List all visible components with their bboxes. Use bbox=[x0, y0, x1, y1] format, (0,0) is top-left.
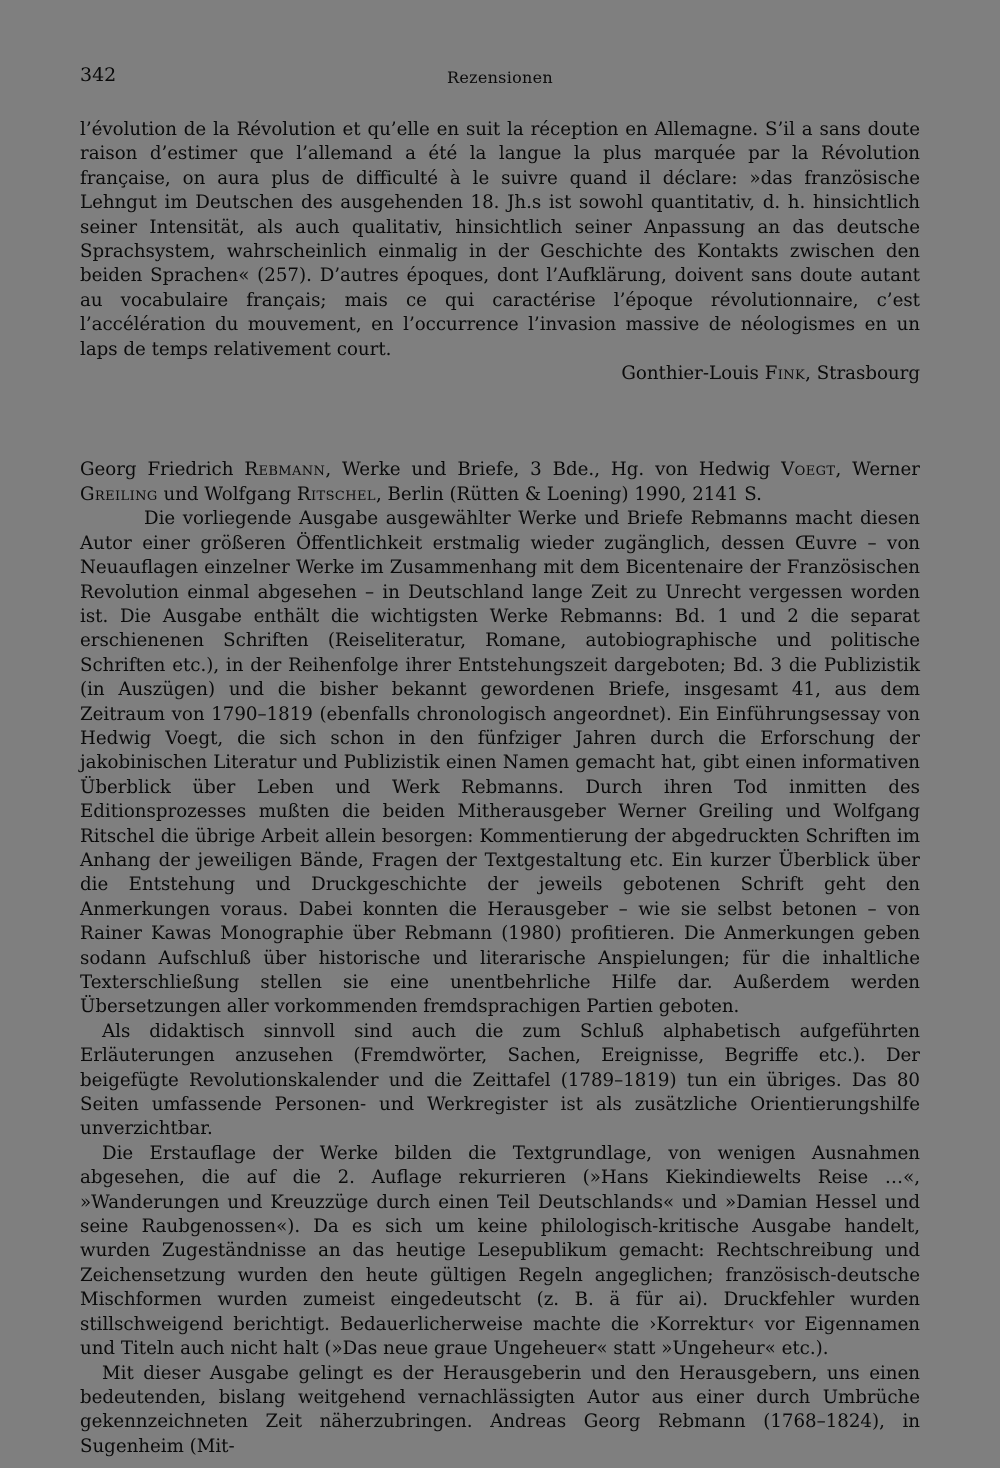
author-first-name: Georg Friedrich bbox=[80, 459, 234, 481]
review-1-paragraph: l’évolution de la Révolution et qu’elle en suit la réception en Allemagne. S’il a sans doute raison d’estimer que l’allemand a été la langue la plus marquée par la Révolution française, on aura plus de difficulté à le suivre quand il déclare: »das französische Lehngut im Deutschen des ausgehenden 18. Jh.s ist sowohl quantitativ, d. h. hinsichtlich seiner Intensität, als auch qualitativ, hinsichtlich seiner Anpassung an das deutsche Sprachsystem, wahrscheinlich einmalig in der Geschichte des Kontakts zwischen den beiden Sprachen« (257). D’autres époques, dont l’Aufklärung, doivent sans doute autant au vocabulaire français; mais ce qui caractérise l’époque révolutionnaire, c’est l’accélération du mouvement, en l’occurrence l’invasion massive de néologismes en un laps de temps relativement court. bbox=[80, 119, 920, 360]
author-last-name: Rebmann bbox=[244, 459, 326, 481]
review-1 bbox=[80, 118, 920, 386]
editor-2-name: Greiling bbox=[80, 483, 158, 505]
review-2-paragraph-3: Die Erstauflage der Werke bilden die Textgrundlage, von wenigen Ausnahmen abgesehen, die auf die 2. Auflage rekurrieren (»Hans Kiekindiewelts Reise …«, »Wanderungen und Kreuzzüge durch einen Teil Deutschlands« und »Damian Hessel und seine Raubgenossen«). Da es sich um keine philologisch-kritische Ausgabe handelt, wurden Zugeständnisse an das heutige Lesepublikum gemacht: Rechtschreibung und Zeichensetzung wurden den heute gültigen Regeln angeglichen; französisch-deutsche Mischformen wurden zumeist eingedeutscht (z. B. ä für ai). Druckfehler wurden stillschweigend berichtigt. Bedauerlicherweise machte die ›Korrektur‹ vor Eigennamen und Titeln auch nicht halt (»Das neue graue Ungeheuer« statt »Ungeheur« etc.). bbox=[80, 1142, 920, 1360]
review-2 bbox=[80, 458, 920, 1459]
running-head bbox=[80, 62, 920, 92]
biblio-part-4: , Berlin (Rütten & Loening) 1990, 2141 S. bbox=[375, 483, 762, 505]
reviewer-first-name: Gonthier-Louis bbox=[621, 363, 759, 385]
running-title: Rezensionen bbox=[446, 68, 554, 87]
page-number: 342 bbox=[80, 64, 117, 86]
reviewer-place: , Strasbourg bbox=[805, 363, 920, 385]
biblio-part-1: , Werke und Briefe, 3 Bde., Hg. von Hedwig bbox=[325, 459, 771, 481]
editor-1-name: Voegt bbox=[781, 459, 836, 481]
reviewer-last-name: Fink bbox=[764, 363, 806, 385]
biblio-part-2: , Werner bbox=[835, 459, 920, 481]
review-2-paragraph-4: Mit dieser Ausgabe gelingt es der Herausgeberin und den Herausgebern, uns einen bedeutenden, bislang weitgehend vernachlässigten Autor aus einer durch Umbrüche gekennzeichneten Zeit näherzubringen. Andreas Georg Rebmann (1768–1824), in Sugenheim (Mit- bbox=[80, 1362, 920, 1457]
bibliographic-entry bbox=[80, 458, 920, 507]
page bbox=[80, 62, 920, 1459]
review-1-signature bbox=[80, 362, 920, 386]
review-2-paragraph-1: Die vorliegende Ausgabe ausgewählter Werke und Briefe Rebmanns macht diesen Autor einer größeren Öffentlichkeit erstmalig wieder zugänglich, dessen Œuvre – von Neuauflagen einzelner Werke im Zusammenhang mit dem Bicentenaire der Französischen Revolution einmal abgesehen – in Deutschland lange Zeit zu Unrecht vergessen worden ist. Die Ausgabe enthält die wichtigsten Werke Rebmanns: Bd. 1 und 2 die separat erschienenen Schriften (Reiseliteratur, Romane, autobiographische und politische Schriften etc.), in der Reihenfolge ihrer Entstehungszeit dargeboten; Bd. 3 die Publizistik (in Auszügen) und die bisher bekannt gewordenen Briefe, insgesamt 41, aus dem Zeitraum von 1790–1819 (ebenfalls chronologisch angeordnet). Ein Einführungsessay von Hedwig Voegt, die sich schon in den fünfziger Jahren durch die Erforschung der jakobinischen Literatur und Publizistik einen Namen gemacht hat, gibt einen informativen Überblick über Leben und Werk Rebmanns. Durch ihren Tod inmitten des Editionsprozesses mußten die beiden Mitherausgeber Werner Greiling und Wolfgang Ritschel die übrige Arbeit allein besorgen: Kommentierung der abgedruckten Schriften im Anhang der jeweiligen Bände, Fragen der Textgestaltung etc. Ein kurzer Überblick über die Entstehung und Druckgeschichte der jeweils gebotenen Schrift geht den Anmerkungen voraus. Dabei konnten die Herausgeber – wie sie selbst betonen – von Rainer Kawas Monographie über Rebmann (1980) profitieren. Die Anmerkungen geben sodann Aufschluß über historische und literarische Anspielungen; für die inhaltliche Texterschließung stellen sie eine unentbehrliche Hilfe dar. Außerdem werden Übersetzungen aller vorkommenden fremdsprachigen Partien geboten. bbox=[80, 508, 920, 1018]
review-2-paragraph-2: Als didaktisch sinnvoll sind auch die zum Schluß alphabetisch aufgeführten Erläuterungen anzusehen (Fremdwörter, Sachen, Ereignisse, Begriffe etc.). Der beigefügte Revolutionskalender und die Zeittafel (1789–1819) tun ein übriges. Das 80 Seiten umfassende Personen- und Werkregister ist als zusätzliche Orientierungshilfe unverzichtbar. bbox=[80, 1020, 920, 1140]
editor-3-name: Ritschel bbox=[296, 483, 376, 505]
biblio-part-3: und Wolfgang bbox=[163, 483, 292, 505]
